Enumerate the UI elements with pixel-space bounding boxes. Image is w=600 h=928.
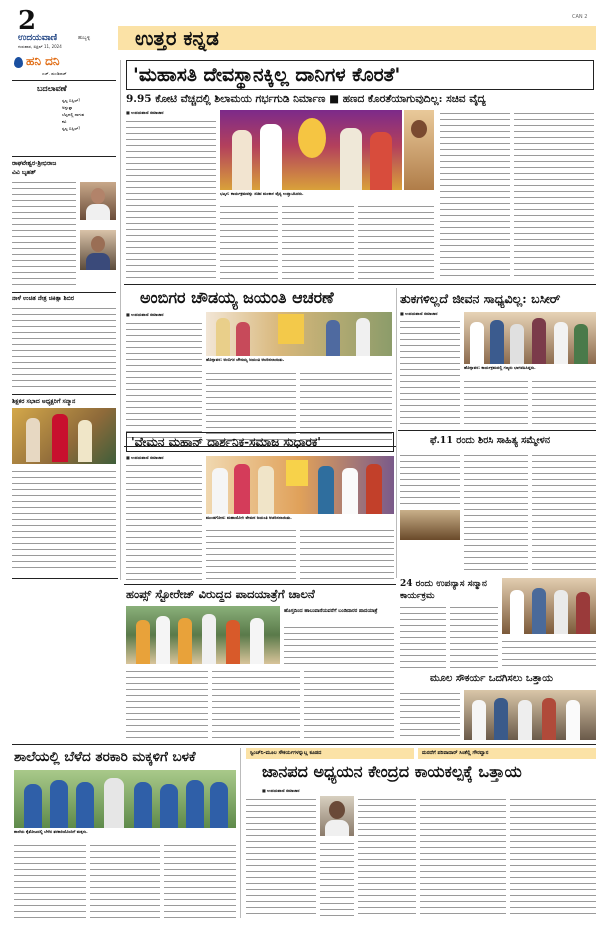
lead-body — [282, 203, 354, 280]
story-c-byline: ■ ಉದಯವಾಣಿ ಸಮಾಚಾರ — [126, 455, 164, 460]
story-g-body — [400, 690, 460, 740]
school-children-photo — [14, 770, 236, 828]
story-i-body — [510, 796, 596, 918]
story-e-body — [284, 624, 394, 664]
story-i-headline: ಜಾನಪದ ಅಧ್ಯಯನ ಕೇಂದ್ರದ ಕಾಯಕಲ್ಪಕ್ಕೆ ಒತ್ತಾಯ — [262, 762, 522, 781]
story-e-body — [304, 668, 394, 740]
jayanti-photo — [206, 312, 392, 356]
column-name: ಹನಿ ದನಿ — [26, 54, 60, 68]
story-f-headline: 24 ರಂದು ಉಪನ್ಯಾಸ ಸನ್ಮಾನ ಕಾರ್ಯಕ್ರಮ — [400, 579, 487, 601]
lead-caption: ಭಟ್ಕಳ: ಕಾರ್ಯಕ್ರಮವನ್ನು ಸಚಿವ ಮಂಕಾಳ ವೈದ್ಯ ಉದ್ಘಾಟಿಸಿದರು. — [220, 191, 304, 196]
story1-subtitle: ವಿವಿ ಬೃಹತ್ — [12, 169, 36, 176]
story-e-body — [212, 668, 300, 740]
inset-portrait-photo — [404, 110, 434, 190]
story-c-caption: ಮುಂಡಗೋಡ: ಮಹಾಯೋಗಿ ವೇಮನ ಜಯಂತಿ ಆಚರಿಸಲಾಯಿತು. — [206, 515, 292, 520]
headshot-photo — [80, 182, 116, 220]
edition-sub: ಹುಬ್ಬಳ್ಳಿ — [78, 35, 91, 41]
column-author: ಎಚ್. ಡುಂಡಿರಾಜ್ — [42, 71, 67, 76]
story-c-headline: 'ವೇಮನ ಮಹಾನ್ ದಾರ್ಶನಿಕ-ಸಮಾಜ ಸುಧಾರಕ' — [126, 432, 394, 452]
sammelana-photo — [400, 510, 460, 540]
lead-byline: ■ ಉದಯವಾಣಿ ಸಮಾಚಾರ — [126, 110, 164, 115]
story-h-headline: ಶಾಲೆಯಲ್ಲಿ ಬೆಳೆದ ತರಕಾರಿ ಮಕ್ಕಳಿಗೆ ಬಳಕೆ — [14, 749, 196, 765]
headshot-photo — [80, 230, 116, 270]
story-d-body — [532, 452, 596, 572]
padayatra-photo — [126, 606, 280, 664]
color-registration-marks — [90, 920, 118, 928]
poem-line: ಬೆಟ್ಟದಲ್ಲಿ ಸಾಗುವ — [62, 112, 85, 117]
poem-line: ಅನ್ನುತ್ತಾ — [62, 105, 73, 110]
story-h-caption: ಶಾಲೆಯ ಕೈತೋಟದಲ್ಲಿ ಬೆಳೆದ ತರಕಾರಿಯೊಂದಿಗೆ ಮಕ್ಕಳು. — [14, 829, 88, 834]
story-d-headline: ಫೆ.11 ರಂದು ಶಿರಸಿ ಸಾಹಿತ್ಯ ಸಮ್ಮೇಳನ — [430, 435, 551, 446]
drop-icon — [14, 57, 23, 68]
story2-title: ನಾಳೆ ಉಚಿತ ನೇತ್ರ ಚಿಕಿತ್ಸಾ ಶಿಬಿರ — [12, 295, 75, 302]
lead-body — [514, 110, 594, 280]
story-a-byline: ■ ಉದಯವಾಣಿ ಸಮಾಚಾರ — [126, 312, 164, 317]
story-a-caption: ಹೊನ್ನಾವರ: ಅಂಬಿಗರ ಚೌಡಯ್ಯ ಜಯಂತಿ ಆಚರಿಸಲಾಯಿತು. — [206, 357, 285, 362]
story-i-body — [420, 796, 506, 918]
story-b-caption: ಹೊನ್ನಾವರ: ಕಾರ್ಯಕ್ರಮದಲ್ಲಿ ಗಣ್ಯರು ಭಾಗವಹಿಸಿದ್ದರು. — [464, 365, 536, 370]
story-g-headline: ಮೂಲ ಸೌಕರ್ಯ ಒದಗಿಸಲು ಒತ್ತಾಯ — [430, 673, 553, 684]
poem-line: ಸ್ವಲ್ಪ ಬಿಸ್ಸಿಲ್? — [62, 98, 81, 103]
page-number: 2 — [18, 6, 37, 36]
story-e-headline: ಹಂಪ್ಸ್ ಸ್ಟೋರೇಜ್ ವಿರುದ್ಧದ ಪಾದಯಾತ್ರೆಗೆ ಚಾಲನೆ — [126, 587, 315, 601]
story-f-body — [400, 604, 446, 668]
lead-headline: 'ಮಹಾಸತಿ ದೇವಸ್ಥಾನಕ್ಕಿಲ್ಲ ದಾನಿಗಳ ಕೊರತೆ' — [126, 60, 594, 90]
story-i-body — [320, 840, 354, 918]
lead-body — [126, 118, 216, 280]
story-e-body — [126, 668, 208, 740]
page-header — [0, 0, 600, 50]
story-c-body — [206, 527, 296, 580]
vemana-event-photo — [206, 456, 394, 514]
poem-block — [62, 97, 116, 132]
column-logo — [12, 54, 116, 70]
color-registration-marks — [490, 920, 518, 928]
story3-title: ಶಿಕ್ಷಕರ ಸಭಾದ ಅಧ್ಯಕ್ಷರಿಗೆ ಸನ್ಮಾನ — [12, 398, 76, 405]
story3-body — [12, 468, 116, 572]
lead-body — [440, 110, 510, 280]
story-a-headline: ಅಂಬಿಗರ ಚೌಡಯ್ಯ ಜಯಂತಿ ಆಚರಣೆ — [140, 288, 334, 307]
story-h-body — [164, 842, 236, 918]
color-registration-marks — [290, 920, 318, 928]
lead-subhead: 9.95 ಕೋಟಿ ವೆಚ್ಚದಲ್ಲಿ ಶಿಲಾಮಯ ಗರ್ಭಗುಡಿ ನಿರ್ಮಾಣ ■ ಹಣದ ಕೊರತೆಯಾಗುವುದಿಲ್ಲ: ಸಚಿವ ವೈದ್ಯ — [126, 93, 486, 105]
story-e-side-text: ಹೊಸ್ತದಿಂದ ಹಾಲುವಾನೆಯವರೆಗೆ ಬಂಡಿದಾರರ ಪಾದಯಾತ್ರೆ — [284, 608, 378, 614]
story-c-body — [300, 527, 394, 580]
story-f-body — [450, 604, 498, 668]
poem-title: ಬದಲಾವಣೆ — [37, 84, 67, 93]
paper-name: ಉದಯವಾಣಿ — [18, 33, 58, 43]
story-i-byline: ■ ಉದಯವಾಣಿ ಸಮಾಚಾರ — [262, 788, 300, 793]
story-b-headline: ತುಕಗಳಿಲ್ಲದೆ ಜೀವನ ಸಾಧ್ಯವಿಲ್ಲ: ಬಸೀರ್ — [400, 291, 561, 306]
felicitation-photo — [12, 408, 116, 464]
story-i-body — [246, 796, 316, 918]
official-portrait-photo — [320, 796, 354, 836]
story-i-kicker-right: ಮರದೆಗೆ ಪರಿವಾದಾರ್ ಸಿಂತೆಲ್ಲಿ ಗೌರವ್ವಾನ — [418, 748, 596, 759]
section-title: ಉತ್ತರ ಕನ್ನಡ — [135, 26, 219, 50]
story1-body — [12, 179, 76, 285]
event-photo — [502, 578, 596, 634]
story-b-body — [464, 378, 528, 428]
story-f-body — [502, 638, 596, 668]
poem-line: ಕವಿ — [62, 119, 67, 124]
story-b-body — [532, 378, 596, 428]
sidebar — [12, 52, 116, 572]
story-b-byline: ■ ಉದಯವಾಣಿ ಸಮಾಚಾರ — [400, 311, 438, 316]
story-c-body — [126, 462, 202, 580]
poem-line: ಸ್ವಲ್ಪ ಬಿಸ್ಸಿಲ್? — [62, 126, 81, 131]
story-d-body — [400, 452, 460, 508]
temple-event-photo — [220, 110, 402, 190]
story-d-body — [464, 452, 528, 572]
story-i-kicker-left: ಸ್ವಿಂಚ್‌ನಿ-ಮೂಲ ಸೌಕರ್ಯಗಳನ್ನುಬ್ಲ ಕೂಡದ — [246, 748, 414, 759]
story-i-body — [358, 796, 416, 918]
story1-title: ರಾಘವೇಶ್ವರ-ಶ್ರೀಭಿರಾಜ — [12, 160, 57, 167]
story-b-body — [400, 318, 460, 428]
story-h-body — [90, 842, 160, 918]
memorandum-photo — [464, 690, 596, 740]
story2-body — [12, 305, 116, 391]
lead-body — [220, 203, 278, 280]
event-group-photo — [464, 312, 596, 364]
lead-body — [358, 203, 434, 280]
issue-date: ಗುರುವಾರ, ಏಪ್ರಿಲ್ 11, 2024 — [18, 44, 62, 49]
story-h-body — [14, 842, 86, 918]
corner-code: CAN 2 — [572, 14, 588, 20]
story-a-body — [126, 320, 202, 442]
